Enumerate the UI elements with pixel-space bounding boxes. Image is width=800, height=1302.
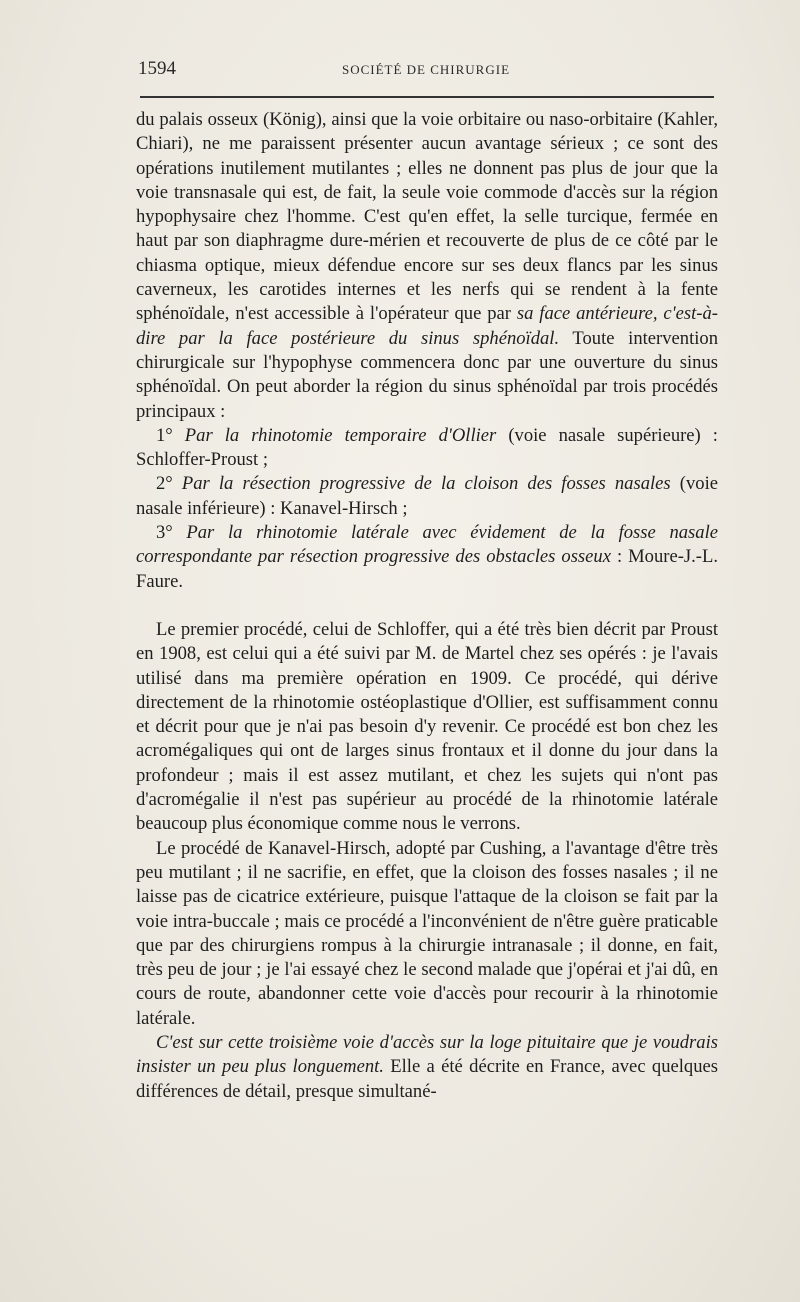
paragraph-2: Le premier procédé, celui de Schloffer, qui a été très bien décrit par Proust en 1908, est celui qui a été suivi par M. de Martel chez ses opérés : je l'avais utilisé dans ma première opération en 1909. Ce procédé, qui dérive directement de la rhinotomie ostéoplastique d'Ollier, est suffisamment connu et décrit pour que je n'ai pas besoin d'y revenir. Ce procédé est bon chez les acromégaliques qui ont de larges sinus frontaux et il donne du jour dans la profondeur ; mais il est assez mutilant, et chez les sujets qui n'ont pas d'acromégalie il n'est pas supérieur au procédé de la rhinotomie latérale beaucoup plus économique comme nous le verrons. <box>136 618 718 835</box>
list-item-3-text: : Moure-J.-L. Faure. <box>136 546 718 592</box>
paragraph-4 <box>136 1031 718 1104</box>
list-item-1 <box>136 424 718 473</box>
paragraph-1 <box>136 108 718 424</box>
list-item-1-italic: Par la rhinotomie temporaire d'Ollier <box>184 424 497 446</box>
list-item-2 <box>136 472 718 521</box>
page-number: 1594 <box>138 58 176 79</box>
list-item-2-text: (voie nasale inférieure) : Kanavel-Hirsch ; <box>136 473 718 519</box>
list-item-3 <box>136 521 718 594</box>
list-item-2-number: 2° <box>156 473 173 495</box>
body-text <box>136 108 718 1104</box>
running-title: SOCIÉTÉ DE CHIRURGIE <box>341 62 511 77</box>
list-item-1-text: (voie nasale supérieure) : Schloffer-Proust ; <box>136 424 718 471</box>
list-item-3-number: 3° <box>156 522 173 544</box>
list-item-3-italic: Par la rhinotomie latérale avec évidement de la fosse nasale correspondante par résection progressive des obstacles osseux <box>136 522 718 568</box>
paragraph-4-text: Elle a été décrite en France, avec quelques différences de détail, presque simultané- <box>136 1056 718 1102</box>
paragraph-1-text-b: Toute intervention chirurgicale sur l'hypophyse commencera donc par une ouverture du sinus sphénoïdal. On peut aborder la région du sinus sphénoïdal par trois procédés principaux : <box>136 327 718 422</box>
page-header <box>138 56 714 86</box>
list-item-1-number: 1° <box>156 424 173 446</box>
paragraph-1-text-a: du palais osseux (König), ainsi que la voie orbitaire ou naso-orbitaire (Kahler, Chiari), ne me paraissent présenter aucun avantage sérieux ; ce sont des opérations inutilement mutilantes ; elles ne donnent pas plus de jour que la voie transnasale qui est, de fait, la seule voie commode d'accès sur la région hypophysaire chez l'homme. C'est qu'en effet, la selle turcique, fermée en haut par son diaphragme dure-mérien et recouverte de plus de ce côté par le chiasma optique, mieux défendue encore sur ses deux flancs par les sinus caverneux, les carotides internes et les nerfs qui se rendent à la fente sphénoïdale, n'est accessible à l'opérateur que par <box>136 109 718 325</box>
paragraph-1-italic: sa face antérieure, c'est-à-dire par la face postérieure du sinus sphénoïdal. <box>136 303 718 349</box>
header-rule <box>140 96 714 98</box>
paragraph-4-italic: C'est sur cette troisième voie d'accès sur la loge pituitaire que je voudrais insister un peu plus longuement. <box>136 1031 718 1078</box>
paragraph-3: Le procédé de Kanavel-Hirsch, adopté par Cushing, a l'avantage d'être très peu mutilant ; il ne sacrifie, en effet, que la cloison des fosses nasales ; il ne laisse pas de cicatrice extérieure, puisque l'attaque de la cloison se fait par la voie intra-buccale ; mais ce procédé a l'inconvénient de n'être guère praticable que par des chirurgiens rompus à la chirurgie intranasale ; il donne, en fait, très peu de jour ; je l'ai essayé chez le second malade que j'opérai et j'ai dû, en cours de route, abandonner cette voie d'accès pour recourir à la rhinotomie latérale. <box>136 837 718 1029</box>
list-item-2-italic: Par la résection progressive de la cloison des fosses nasales <box>181 473 671 495</box>
